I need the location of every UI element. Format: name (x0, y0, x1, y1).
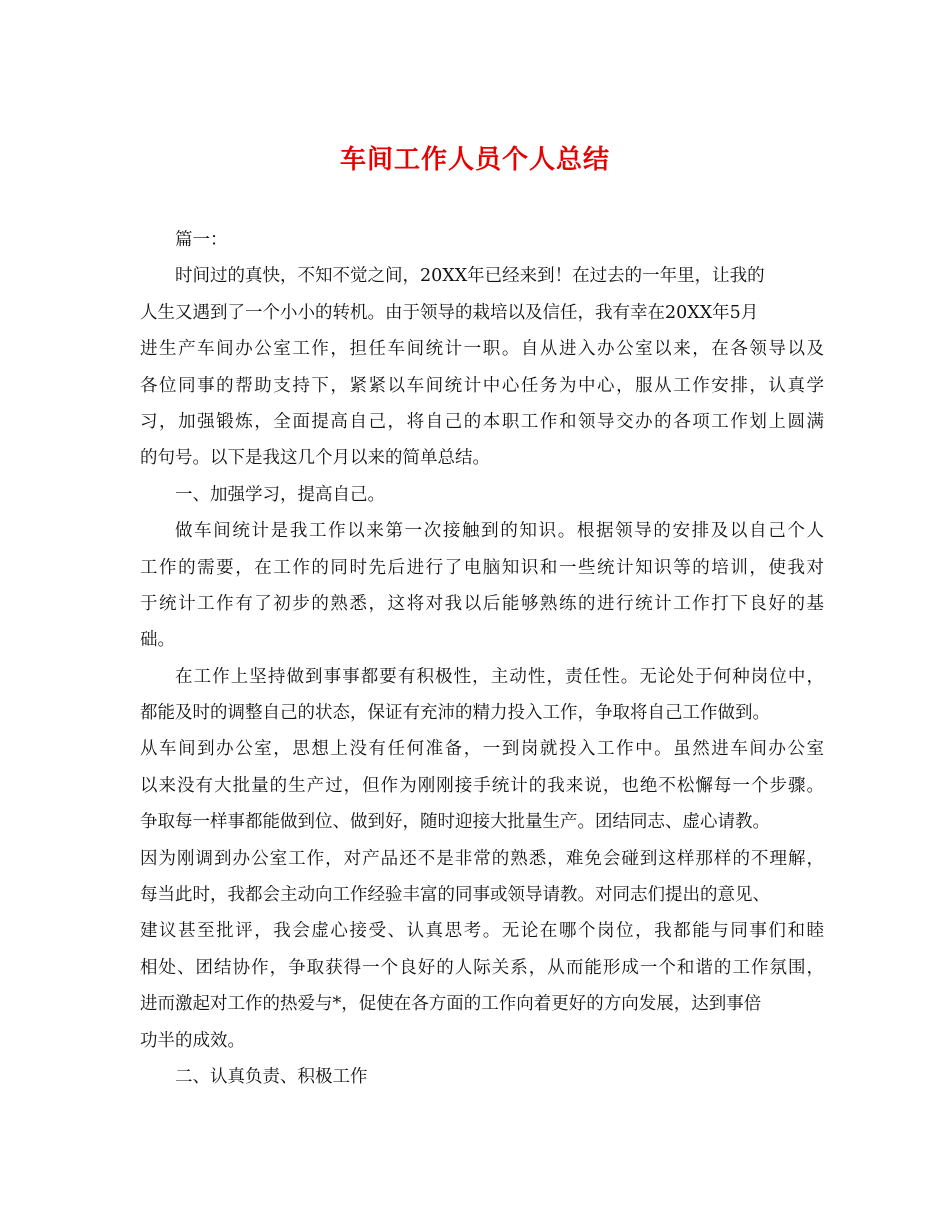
text-line: 从车间到办公室，思想上没有任何准备，一到岗就投入工作中。虽然进车间办公室 (140, 739, 824, 760)
text-line: 都能及时的调整自己的状态，保证有充沛的精力投入工作，争取将自己工作做到。 (140, 703, 770, 724)
text-line: 工作的需要，在工作的同时先后进行了电脑知识和一些统计知识等的培训，使我对 (140, 557, 824, 578)
text-line: 各位同事的帮助支持下，紧紧以车间统计中心任务为中心，服从工作安排，认真学 (140, 375, 824, 396)
text-line: 因为刚调到办公室工作，对产品还不是非常的熟悉，难免会碰到这样那样的不理解， (140, 848, 824, 869)
text-line: 习，加强锻炼，全面提高自己，将自己的本职工作和领导交办的各项工作划上圆满 (140, 411, 824, 432)
text-line: 篇一： (175, 230, 228, 250)
text-line: 于统计工作有了初步的熟悉，这将对我以后能够熟练的进行统计工作打下良好的基 (140, 593, 824, 614)
text-line: 相处、团结协作，争取获得一个良好的人际关系，从而能形成一个和谐的工作氛围， (140, 957, 824, 978)
text-line: 人生又遇到了一个小小的转机。由于领导的栽培以及信任，我有幸在20XX年5月 (140, 302, 759, 323)
text-line: 在工作上坚持做到事事都要有积极性，主动性，责任性。无论处于何种岗位中， (175, 666, 824, 687)
text-line: 功半的成效。 (140, 1030, 245, 1051)
text-line: 争取每一样事都能做到位、做到好，随时迎接大批量生产。团结同志、虚心请教。 (140, 812, 770, 833)
text-line: 进生产车间办公室工作，担任车间统计一职。自从进入办公室以来，在各领导以及 (140, 339, 824, 360)
text-line: 时间过的真快，不知不觉之间，20XX年已经来到！在过去的一年里，让我的 (175, 266, 765, 287)
text-line: 每当此时，我都会主动向工作经验丰富的同事或领导请教。对同志们提出的意见、 (140, 885, 770, 906)
text-line: 础。 (140, 630, 175, 651)
text-line: 建议甚至批评，我会虚心接受、认真思考。无论在哪个岗位，我都能与同事们和睦 (140, 921, 824, 942)
document-body (140, 222, 824, 1095)
text-line: 进而激起对工作的热爱与*，促使在各方面的工作向着更好的方向发展，达到事倍 (140, 994, 762, 1015)
text-line: 二、认真负责、积极工作 (175, 1066, 368, 1087)
text-line: 做车间统计是我工作以来第一次接触到的知识。根据领导的安排及以自己个人 (175, 521, 824, 542)
document-title: 车间工作人员个人总结 (339, 145, 610, 175)
text-line: 以来没有大批量的生产过，但作为刚刚接手统计的我来说，也绝不松懈每一个步骤。 (140, 775, 824, 796)
text-line: 的句号。以下是我这几个月以来的简单总结。 (140, 448, 490, 469)
text-line: 一、加强学习，提高自己。 (175, 484, 385, 505)
